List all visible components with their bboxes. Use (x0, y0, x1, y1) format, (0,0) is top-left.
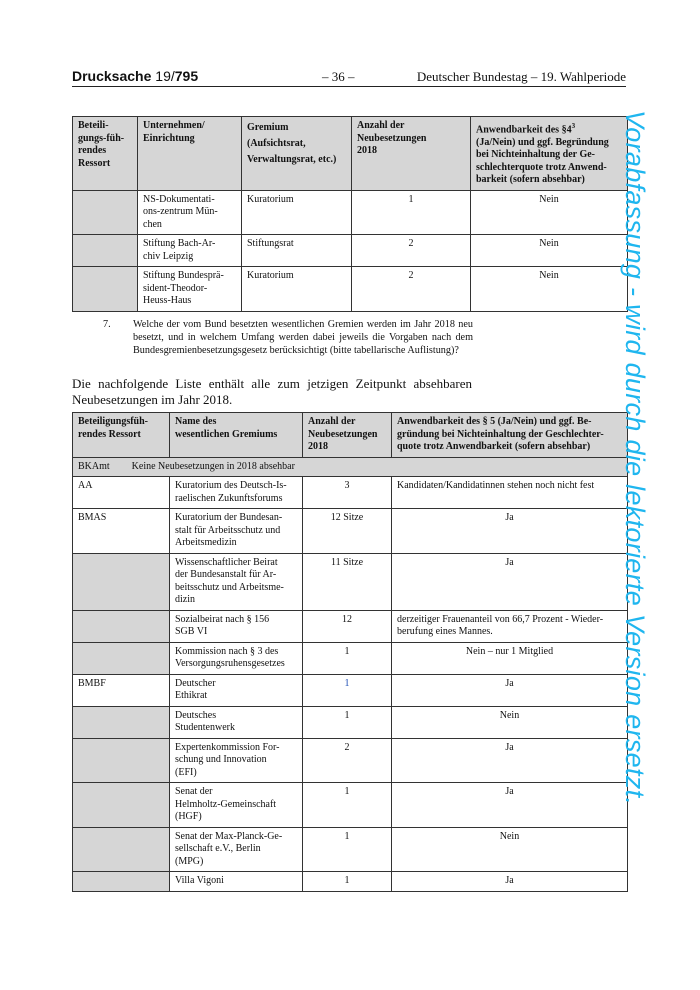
table-header-row (73, 117, 628, 191)
cell-anzahl: 1 (303, 642, 392, 674)
table-row (73, 610, 628, 642)
cell-anwendbarkeit: Nein (471, 190, 628, 235)
cell-gremium: Deutscher Ethikrat (170, 674, 303, 706)
col-header-anwendbarkeit: Anwendbarkeit des $\S 4^3$ (Ja/Nein) und ggf. Begründung bei Nichteinhaltung der Ge- schlechterquote trotz Anwend- barkeit (sofern absehbar) (471, 117, 628, 191)
cell-ressort (73, 553, 170, 610)
cell-gremium: Stiftungsrat (242, 235, 352, 267)
table-row (73, 706, 628, 738)
cell-ressort: BMBF (73, 674, 170, 706)
cell-anwendbarkeit: Ja (392, 509, 628, 554)
table-row (73, 553, 628, 610)
col-header-anzahl: Anzahl der Neubesetzungen 2018 (352, 117, 471, 191)
cell-ressort (73, 738, 170, 783)
table-row (73, 827, 628, 872)
page-number: – 36 – (322, 69, 355, 84)
cell-gremium: Kommission nach § 3 des Versorgungsruhensgesetzes (170, 642, 303, 674)
cell-anzahl: 12 Sitze (303, 509, 392, 554)
cell-anwendbarkeit: Ja (392, 553, 628, 610)
table-row (73, 738, 628, 783)
cell-ressort (73, 190, 138, 235)
cell-ressort (73, 642, 170, 674)
col-header-unternehmen: Unternehmen/ Einrichtung (138, 117, 242, 191)
cell-bkamt: BKAmt Keine Neubesetzungen in 2018 absehbar (73, 457, 628, 477)
table-gremien-continued (72, 116, 628, 312)
cell-anzahl: 2 (352, 235, 471, 267)
col-header-gremium: Gremium (Aufsichtsrat, Verwaltungsrat, etc.) (242, 117, 352, 191)
cell-ressort (73, 783, 170, 828)
cell-gremium: Senat der Helmholtz-Gemeinschaft (HGF) (170, 783, 303, 828)
cell-ressort (73, 706, 170, 738)
cell-ressort (73, 872, 170, 892)
table-row (73, 477, 628, 509)
col-header-gremium: Name des wesentlichen Gremiums (170, 413, 303, 458)
cell-unternehmen: Stiftung Bach-Ar- chiv Leipzig (138, 235, 242, 267)
watermark-text: Vorabfassung - wird durch die lektorierte Version ersetzt. (620, 110, 650, 806)
question-number: 7. (103, 319, 111, 330)
drucksache-label: Drucksache 19/795 (72, 68, 199, 84)
cell-anwendbarkeit: Ja (392, 674, 628, 706)
watermark-vertical (620, 110, 686, 900)
cell-gremium: Villa Vigoni (170, 872, 303, 892)
cell-anzahl: 1 (303, 827, 392, 872)
cell-ressort (73, 267, 138, 312)
table-row (73, 190, 628, 235)
cell-anzahl: 1 (303, 706, 392, 738)
cell-gremium: Expertenkommission For- schung und Innovation (EFI) (170, 738, 303, 783)
cell-gremium: Kuratorium (242, 190, 352, 235)
cell-anwendbarkeit: Nein (392, 827, 628, 872)
question-text: Welche der vom Bund besetzten wesentlichen Gremien werden im Jahr 2018 neu besetzt, und in welchem Umfang werden dabei jeweils die Vorgaben nach dem Bundesgremienbesetzungsgesetz berücksichtigt (bitte tabellarische Auflistung)? (133, 319, 473, 356)
cell-anwendbarkeit: Ja (392, 872, 628, 892)
cell-anwendbarkeit: Ja (392, 738, 628, 783)
cell-unternehmen: Stiftung Bundesprä- sident-Theodor- Heuss-Haus (138, 267, 242, 312)
cell-anwendbarkeit: derzeitiger Frauenanteil von 66,7 Prozent - Wieder- berufung eines Mannes. (392, 610, 628, 642)
cell-anzahl: 3 (303, 477, 392, 509)
cell-anzahl: 1 (352, 190, 471, 235)
cell-anzahl: 1 (303, 674, 392, 706)
col-header-anwendbarkeit: Anwendbarkeit des § 5 (Ja/Nein) und ggf. Be- gründung bei Nichteinhaltung der Geschlechter- quote trotz Anwendbarkeit (sofern absehbar) (392, 413, 628, 458)
cell-unternehmen: NS-Dokumentati- ons-zentrum Mün- chen (138, 190, 242, 235)
cell-anwendbarkeit: Nein (392, 706, 628, 738)
col-header-ressort: Beteiligungsfüh- rendes Ressort (73, 413, 170, 458)
cell-ressort (73, 235, 138, 267)
cell-gremium: Kuratorium des Deutsch-Is- raelischen Zukunftsforums (170, 477, 303, 509)
table-row-bkamt (73, 457, 628, 477)
cell-gremium: Sozialbeirat nach § 156 SGB VI (170, 610, 303, 642)
cell-anzahl: 1 (303, 872, 392, 892)
table-row (73, 235, 628, 267)
table-row (73, 783, 628, 828)
table-row (73, 267, 628, 312)
cell-gremium: Senat der Max-Planck-Ge- sellschaft e.V., Berlin (MPG) (170, 827, 303, 872)
table-header-row (73, 413, 628, 458)
cell-ressort (73, 610, 170, 642)
cell-gremium: Kuratorium (242, 267, 352, 312)
cell-anzahl: 11 Sitze (303, 553, 392, 610)
table-row (73, 642, 628, 674)
cell-anwendbarkeit: Nein (471, 235, 628, 267)
table-row (73, 872, 628, 892)
answer-lead-text: Die nachfolgende Liste enthält alle zum jetzigen Zeitpunkt absehbaren Neubesetzungen im Jahr 2018. (72, 376, 472, 407)
cell-ressort (73, 827, 170, 872)
cell-anzahl: 12 (303, 610, 392, 642)
cell-anwendbarkeit: Nein (471, 267, 628, 312)
cell-gremium: Deutsches Studentenwerk (170, 706, 303, 738)
cell-anzahl: 1 (303, 783, 392, 828)
cell-gremium: Kuratorium der Bundesan- stalt für Arbeitsschutz und Arbeitsmedizin (170, 509, 303, 554)
col-header-anzahl: Anzahl der Neubesetzungen 2018 (303, 413, 392, 458)
cell-anwendbarkeit: Ja (392, 783, 628, 828)
publication-title: Deutscher Bundestag – 19. Wahlperiode (416, 69, 626, 84)
cell-gremium: Wissenschaftlicher Beirat der Bundesanstalt für Ar- beitsschutz und Arbeitsme- dizin (170, 553, 303, 610)
cell-anzahl: 2 (352, 267, 471, 312)
col-header-ressort: Beteili- gungs-füh- rendes Ressort (73, 117, 138, 191)
table-row (73, 509, 628, 554)
cell-anzahl: 2 (303, 738, 392, 783)
table-row (73, 674, 628, 706)
cell-anwendbarkeit: Nein – nur 1 Mitglied (392, 642, 628, 674)
cell-ressort: AA (73, 477, 170, 509)
table-gremien-2018 (72, 412, 628, 892)
question-7 (103, 318, 473, 357)
page-header (72, 68, 626, 87)
cell-anwendbarkeit: Kandidaten/Kandidatinnen stehen noch nicht fest (392, 477, 628, 509)
cell-ressort: BMAS (73, 509, 170, 554)
